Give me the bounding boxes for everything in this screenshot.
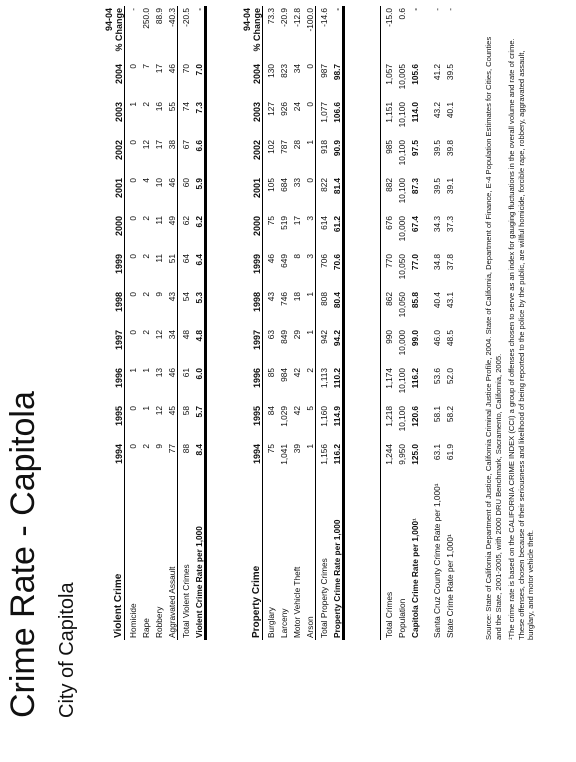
row-value: 116.2 xyxy=(329,442,344,480)
row-value: 1,244 xyxy=(381,442,395,480)
row-value: 127 xyxy=(266,102,276,116)
row-value: 98.7 xyxy=(329,62,344,100)
row-value: 63 xyxy=(266,330,276,340)
year-header: 2001 xyxy=(104,176,125,214)
year-header: 1996 xyxy=(242,366,263,404)
row-value: 40.1 xyxy=(445,102,455,119)
row-value: 1 xyxy=(128,102,138,107)
row-value: 12 xyxy=(154,406,164,416)
row-value: 2 xyxy=(141,216,151,221)
row-value: 62 xyxy=(178,214,192,252)
row-value: 105.6 xyxy=(410,64,420,85)
table-row xyxy=(442,6,455,640)
row-value: 38 xyxy=(167,140,177,150)
row-value: 1 xyxy=(128,368,138,373)
row-value: 75 xyxy=(266,444,276,454)
row-value: 34 xyxy=(167,330,177,340)
year-header: 1996 xyxy=(104,366,125,404)
row-value: 42 xyxy=(292,406,302,416)
row-value: 33 xyxy=(292,178,302,188)
row-value: 46 xyxy=(167,64,177,74)
row-value: 4 xyxy=(141,178,151,183)
row-value: 8 xyxy=(292,254,302,259)
row-value: 746 xyxy=(279,292,289,306)
row-value: 0 xyxy=(128,216,138,221)
table-header-row xyxy=(104,6,125,640)
table-row xyxy=(276,6,289,640)
row-value: 6.2 xyxy=(191,214,206,252)
row-value: 10,100 xyxy=(397,406,407,432)
row-value: 1 xyxy=(305,140,315,145)
row-pct-change: - xyxy=(329,6,344,62)
row-value: 0 xyxy=(128,140,138,145)
row-value: 10,000 xyxy=(397,216,407,242)
row-value: 48 xyxy=(178,328,192,366)
row-value: 55 xyxy=(167,102,177,112)
row-label: Motor Vehicle Theft xyxy=(292,566,302,638)
row-value: 120.6 xyxy=(410,406,420,427)
row-value: 0 xyxy=(128,64,138,69)
year-header: 2004 xyxy=(104,62,125,100)
table-row xyxy=(302,6,316,640)
year-header: 1999 xyxy=(242,252,263,290)
table-row xyxy=(151,6,164,640)
table-row xyxy=(164,6,178,640)
row-label: Population xyxy=(397,598,407,638)
row-value: 61.9 xyxy=(445,444,455,461)
pct-change-header: 94-04 % Change xyxy=(104,6,125,62)
row-value: 45 xyxy=(167,406,177,416)
row-value: 0 xyxy=(128,178,138,183)
row-value: 2 xyxy=(141,254,151,259)
row-value: 17 xyxy=(154,140,164,150)
row-value: 39.5 xyxy=(445,64,455,81)
row-value: 1,151 xyxy=(381,100,395,138)
row-value: 6.6 xyxy=(191,138,206,176)
row-pct-change: 250.0 xyxy=(141,8,151,29)
row-label: Total Property Crimes xyxy=(316,480,330,640)
row-value: 990 xyxy=(381,328,395,366)
row-pct-change: - xyxy=(128,8,138,11)
row-value: 40.4 xyxy=(432,292,442,309)
row-value: 74 xyxy=(178,100,192,138)
notes xyxy=(484,30,540,640)
row-value: 3 xyxy=(305,254,315,259)
summary-table xyxy=(380,6,455,640)
row-value: 106.6 xyxy=(329,100,344,138)
row-value: 0 xyxy=(305,64,315,69)
row-value: 17 xyxy=(154,64,164,74)
table-row xyxy=(178,6,192,640)
row-value: 1 xyxy=(141,406,151,411)
row-value: 519 xyxy=(279,216,289,230)
row-value: 125.0 xyxy=(410,444,420,465)
row-label: Aggravated Assault xyxy=(167,566,177,638)
row-value: 926 xyxy=(279,102,289,116)
row-value: 5.9 xyxy=(191,176,206,214)
row-pct-change: 88.9 xyxy=(154,8,164,25)
row-value: 34.8 xyxy=(432,254,442,271)
row-value: 84 xyxy=(266,406,276,416)
property-crime-table xyxy=(242,6,345,640)
row-value: 63.1 xyxy=(432,444,442,461)
row-value: 77 xyxy=(167,444,177,454)
row-value: 1,029 xyxy=(279,406,289,427)
table-row xyxy=(329,6,344,640)
row-value: 64 xyxy=(178,252,192,290)
row-label: Burglary xyxy=(266,607,276,638)
table-row xyxy=(381,6,395,640)
row-value: 0 xyxy=(305,102,315,107)
row-value: 1 xyxy=(305,292,315,297)
row-value: 34.3 xyxy=(432,216,442,233)
table-row xyxy=(263,6,277,640)
row-value: 67.4 xyxy=(410,216,420,233)
row-value: 46 xyxy=(167,178,177,188)
row-pct-change: 0.6 xyxy=(397,8,407,20)
row-value: 43.2 xyxy=(432,102,442,119)
row-value: 1,041 xyxy=(279,444,289,465)
row-pct-change: - xyxy=(410,8,420,11)
row-value: 1 xyxy=(305,330,315,335)
row-value: 99.0 xyxy=(410,330,420,347)
row-value: 39 xyxy=(292,444,302,454)
row-label: Total Crimes xyxy=(381,480,395,640)
row-value: 58.1 xyxy=(432,406,442,423)
row-value: 12 xyxy=(154,330,164,340)
row-value: 39.8 xyxy=(445,140,455,157)
row-value: 0 xyxy=(128,444,138,449)
row-value: 649 xyxy=(279,254,289,268)
row-value: 53.6 xyxy=(432,368,442,385)
table-row xyxy=(289,6,302,640)
row-value: 37.3 xyxy=(445,216,455,233)
row-value: 130 xyxy=(266,64,276,78)
row-value: 10,050 xyxy=(397,254,407,280)
year-header: 2004 xyxy=(242,62,263,100)
row-value: 110.2 xyxy=(329,366,344,404)
row-value: 90.9 xyxy=(329,138,344,176)
source-note: Source: State of California Department of Justice, California Criminal Justice Profile, 2004. State of California, Department of Finance, E-4 Population Estimates for Cities, Counties and the State, 2001-2005, with 2000 DRU Benchmark, Sacramento, California, 2005. xyxy=(484,36,503,640)
row-value: 0 xyxy=(305,178,315,183)
row-value: 5.3 xyxy=(191,290,206,328)
year-header: 1994 xyxy=(104,442,125,480)
row-value: 7.3 xyxy=(191,100,206,138)
row-value: 39.5 xyxy=(432,140,442,157)
table-row xyxy=(394,6,407,640)
year-header: 2003 xyxy=(104,100,125,138)
row-value: 54 xyxy=(178,290,192,328)
row-value: 2 xyxy=(141,330,151,335)
row-value: 684 xyxy=(279,178,289,192)
year-header: 1999 xyxy=(104,252,125,290)
row-value: 9 xyxy=(154,292,164,297)
row-pct-change: -20.9 xyxy=(279,8,289,27)
row-value: 918 xyxy=(316,138,330,176)
row-value: 0 xyxy=(128,292,138,297)
row-value: 39.1 xyxy=(445,178,455,195)
row-value: 808 xyxy=(316,290,330,328)
row-value: 942 xyxy=(316,328,330,366)
row-pct-change: -12.8 xyxy=(292,8,302,27)
row-label: Larceny xyxy=(279,608,289,638)
row-value: 862 xyxy=(381,290,395,328)
row-value: 61.2 xyxy=(329,214,344,252)
row-value: 114.0 xyxy=(410,102,420,123)
row-value: 676 xyxy=(381,214,395,252)
row-value: 48.5 xyxy=(445,330,455,347)
row-value: 5.7 xyxy=(191,404,206,442)
row-value: 60 xyxy=(178,176,192,214)
row-value: 87.3 xyxy=(410,178,420,195)
year-header: 1995 xyxy=(242,404,263,442)
row-value: 12 xyxy=(141,140,151,150)
table-header-row xyxy=(242,6,263,640)
table-row xyxy=(316,6,330,640)
row-value: 85.8 xyxy=(410,292,420,309)
row-value: 1 xyxy=(305,444,315,449)
row-value: 39.5 xyxy=(432,178,442,195)
row-label: Santa Cruz County Crime Rate per 1,000¹ xyxy=(432,483,442,638)
row-label: Homicide xyxy=(128,603,138,638)
row-value: 43.1 xyxy=(445,292,455,309)
row-value: 94.2 xyxy=(329,328,344,366)
row-value: 8.4 xyxy=(191,442,206,480)
section-header: Property Crime xyxy=(242,480,263,640)
row-value: 42 xyxy=(292,368,302,378)
row-value: 43 xyxy=(266,292,276,302)
row-value: 2 xyxy=(141,292,151,297)
row-value: 34 xyxy=(292,64,302,74)
year-header: 2002 xyxy=(104,138,125,176)
row-value: 787 xyxy=(279,140,289,154)
year-header: 1997 xyxy=(242,328,263,366)
row-pct-change: -15.0 xyxy=(381,6,395,62)
row-value: 9,950 xyxy=(397,444,407,465)
row-value: 882 xyxy=(381,176,395,214)
row-value: 58.2 xyxy=(445,406,455,423)
year-header: 1998 xyxy=(104,290,125,328)
row-value: 58 xyxy=(178,404,192,442)
row-value: 49 xyxy=(167,216,177,226)
row-label: Rape xyxy=(141,618,151,638)
row-value: 823 xyxy=(279,64,289,78)
pct-change-header: 94-04 % Change xyxy=(242,6,263,62)
row-value: 13 xyxy=(154,368,164,378)
row-value: 6.0 xyxy=(191,366,206,404)
row-value: 16 xyxy=(154,102,164,112)
row-value: 10,050 xyxy=(397,292,407,318)
row-value: 24 xyxy=(292,102,302,112)
row-value: 1,156 xyxy=(316,442,330,480)
row-label: Violent Crime Rate per 1,000 xyxy=(191,480,206,640)
row-pct-change: - xyxy=(191,6,206,62)
row-label: State Crime Rate per 1,000¹ xyxy=(445,534,455,638)
year-header: 2001 xyxy=(242,176,263,214)
row-value: 52.0 xyxy=(445,368,455,385)
row-value: 9 xyxy=(154,444,164,449)
row-value: 3 xyxy=(305,216,315,221)
row-value: 985 xyxy=(381,138,395,176)
row-value: 984 xyxy=(279,368,289,382)
row-value: 10,100 xyxy=(397,140,407,166)
row-value: 10,100 xyxy=(397,102,407,128)
year-header: 1997 xyxy=(104,328,125,366)
table-row xyxy=(125,6,139,640)
row-value: 61 xyxy=(178,366,192,404)
row-value: 80.4 xyxy=(329,290,344,328)
row-value: 10,100 xyxy=(397,368,407,394)
row-value: 0 xyxy=(128,330,138,335)
row-value: 51 xyxy=(167,254,177,264)
row-value: 1,057 xyxy=(381,62,395,100)
row-value: 770 xyxy=(381,252,395,290)
row-value: 1,160 xyxy=(316,404,330,442)
row-value: 849 xyxy=(279,330,289,344)
row-value: 1,218 xyxy=(381,404,395,442)
row-value: 70.6 xyxy=(329,252,344,290)
row-value: 10 xyxy=(154,178,164,188)
row-value: 114.9 xyxy=(329,404,344,442)
row-value: 77.0 xyxy=(410,254,420,271)
row-value: 88 xyxy=(178,442,192,480)
year-header: 2000 xyxy=(104,214,125,252)
row-label: Arson xyxy=(305,616,315,638)
row-value: 105 xyxy=(266,178,276,192)
row-value: 6.4 xyxy=(191,252,206,290)
row-value: 81.4 xyxy=(329,176,344,214)
year-header: 1995 xyxy=(104,404,125,442)
row-value: 5 xyxy=(305,406,315,411)
row-value: 46 xyxy=(167,368,177,378)
row-value: 41.2 xyxy=(432,64,442,81)
row-pct-change: - xyxy=(432,8,442,11)
violent-crime-table xyxy=(104,6,207,640)
row-value: 17 xyxy=(292,216,302,226)
row-label: Total Violent Crimes xyxy=(178,480,192,640)
row-value: 614 xyxy=(316,214,330,252)
row-pct-change: 73.3 xyxy=(266,8,276,25)
row-pct-change: - xyxy=(445,8,455,11)
row-label: Robbery xyxy=(154,606,164,638)
year-header: 1998 xyxy=(242,290,263,328)
row-value: 10,000 xyxy=(397,330,407,356)
row-value: 4.8 xyxy=(191,328,206,366)
year-header: 2002 xyxy=(242,138,263,176)
table-row xyxy=(420,6,442,640)
year-header: 2000 xyxy=(242,214,263,252)
row-value: 1,113 xyxy=(316,366,330,404)
footnote: ¹The crime rate is based on the CALIFORNIA CRIME INDEX (CCI) a group of offenses chosen to serve as an index for gauging fluctuations in the overall volume and rate of crime. These offenses, chosen because of their seriousness and likelihood of being reported to the police by the public, are willful homicide, forcible rape, robbery, aggravated assault, burglary, and motor vehicle theft. xyxy=(507,38,535,640)
row-value: 37.8 xyxy=(445,254,455,271)
row-label: Capitola Crime Rate per 1,000¹ xyxy=(410,518,420,638)
page-title: Crime Rate - Capitola xyxy=(4,391,42,718)
row-value: 43 xyxy=(167,292,177,302)
row-value: 10,100 xyxy=(397,178,407,204)
page-subtitle: City of Capitola xyxy=(56,582,78,718)
section-header: Violent Crime xyxy=(104,480,125,640)
row-value: 102 xyxy=(266,140,276,154)
row-value: 1,174 xyxy=(381,366,395,404)
table-row xyxy=(407,6,420,640)
row-value: 2 xyxy=(141,102,151,107)
row-value: 1,077 xyxy=(316,100,330,138)
row-value: 822 xyxy=(316,176,330,214)
row-value: 18 xyxy=(292,292,302,302)
year-header: 2003 xyxy=(242,100,263,138)
row-value: 46.0 xyxy=(432,330,442,347)
row-value: 10,005 xyxy=(397,64,407,90)
row-value: 2 xyxy=(141,444,151,449)
row-value: 29 xyxy=(292,330,302,340)
row-value: 97.5 xyxy=(410,140,420,157)
row-value: 7 xyxy=(141,64,151,69)
row-pct-change: -20.5 xyxy=(178,6,192,62)
row-value: 11 xyxy=(154,216,164,225)
row-value: 706 xyxy=(316,252,330,290)
row-value: 85 xyxy=(266,368,276,378)
row-value: 116.2 xyxy=(410,368,420,389)
row-value: 0 xyxy=(128,254,138,259)
table-row xyxy=(138,6,151,640)
row-value: 2 xyxy=(305,368,315,373)
row-value: 46 xyxy=(266,254,276,264)
row-value: 67 xyxy=(178,138,192,176)
row-value: 987 xyxy=(316,62,330,100)
table-row xyxy=(191,6,206,640)
row-value: 7.0 xyxy=(191,62,206,100)
row-pct-change: -14.6 xyxy=(316,6,330,62)
row-label: Property Crime Rate per 1,000 xyxy=(329,480,344,640)
year-header: 1994 xyxy=(242,442,263,480)
row-value: 1 xyxy=(141,368,151,373)
row-value: 11 xyxy=(154,254,164,263)
row-value: 28 xyxy=(292,140,302,150)
row-pct-change: -100.0 xyxy=(305,8,315,32)
row-value: 75 xyxy=(266,216,276,226)
row-value: 0 xyxy=(128,406,138,411)
row-pct-change: -40.3 xyxy=(167,8,177,27)
row-value: 70 xyxy=(178,62,192,100)
